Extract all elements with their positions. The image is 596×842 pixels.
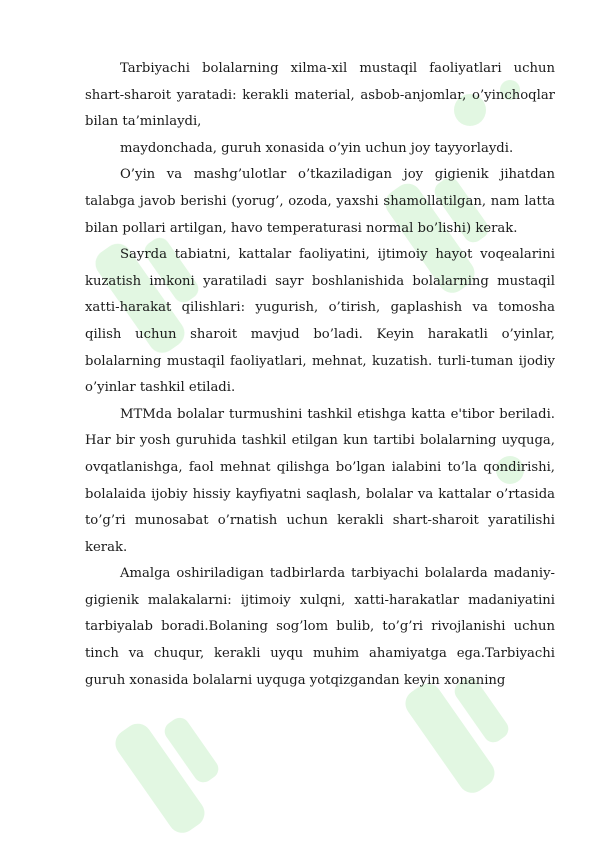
document-body: [85, 56, 555, 694]
paragraph-3: O’yin va mashg’ulotlar o’tkaziladigan joy gigienik jihatdan talabga javob berishi (yorug’, ozoda, yaxshi shamollatilgan, nam latta bilan pollari artilgan, havo temperaturasi normal bo’lishi) kerak.: [85, 167, 555, 236]
paragraph-5: MTMda bolalar turmushini tashkil etishga katta e'tibor beriladi. Har bir yosh guruhida tashkil etilgan kun tartibi bolalarning uyquga, ovqatlanishga, faol mehnat qilishga bo’lgan ialabini to’la qondirishi, bolalaida ijobiy hissiy kayfiyatni saqlash, bolalar va kattalar o’rtasida to’g’ri munosabat o’rnatish uchun kerakli shart-sharoit yaratilishi kerak.: [85, 406, 555, 555]
paragraph-2: maydonchada, guruh xonasida o’yin uchun joy tayyorlaydi.: [120, 140, 514, 156]
paragraph-6: Amalga oshiriladigan tadbirlarda tarbiyachi bolalarda madaniy-gigienik malakalarni: ijtimoiy xulqni, xatti-harakatlar madaniyatini tarbiyalab boradi.Bolaning sog’lom bulib, to’g’ri rivojlanishi uchun tinch va chuqur, kerakli uyqu muhim ahamiyatga ega.Tarbiyachi guruh xonasida bolalarni uyquga yotqizgandan keyin xonaning: [85, 566, 555, 688]
paragraph-4: Sayrda tabiatni, kattalar faoliyatini, ijtimoiy hayot voqealarini kuzatish imkoni yaratiladi sayr boshlanishida bolalarning mustaqil xatti-harakat qilishlari: yugurish, o’tirish, gaplashish va tomosha qilish uchun sharoit mavjud bo’ladi. Keyin harakatli o’yinlar, bolalarning mustaqil faoliyatlari, mehnat, kuzatish. turli-tuman ijodiy o’yinlar tashkil etiladi.: [85, 247, 555, 396]
paragraph-1: Tarbiyachi bolalarning xilma-xil mustaqil faoliyatlari uchun shart-sharoit yaratadi: kerakli material, asbob-anjomlar, o’yinchoqlar bilan ta’minlaydi,: [85, 61, 555, 130]
